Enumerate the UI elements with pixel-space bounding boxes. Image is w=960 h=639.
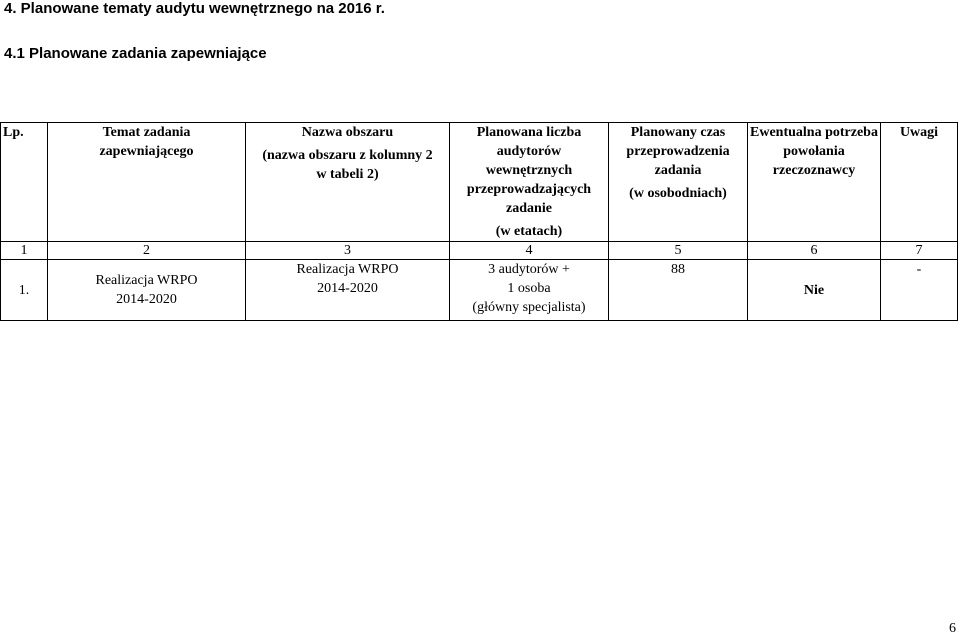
column-number-row — [1, 242, 958, 260]
table-row — [1, 260, 958, 321]
column-number: 6 — [748, 242, 881, 260]
row-lp: 1. — [1, 260, 48, 321]
row-area: Realizacja WRPO 2014-2020 — [246, 260, 450, 321]
header-topic: Temat zadania zapewniającego — [48, 123, 246, 242]
section-heading: 4. Planowane tematy audytu wewnętrznego na 2016 r. — [4, 0, 385, 17]
row-time: 88 — [609, 260, 748, 321]
column-number: 5 — [609, 242, 748, 260]
header-row — [1, 123, 958, 242]
row-auditors: 3 audytorów + 1 osoba (główny specjalista) — [450, 260, 609, 321]
row-notes: - — [881, 260, 958, 321]
header-area: Nazwa obszaru (nazwa obszaru z kolumny 2 w tabeli 2) — [246, 123, 450, 242]
page-number: 6 — [949, 621, 956, 636]
row-expert: Nie — [748, 260, 881, 321]
subsection-heading: 4.1 Planowane zadania zapewniające — [4, 45, 267, 62]
column-number: 3 — [246, 242, 450, 260]
column-number: 7 — [881, 242, 958, 260]
column-number: 2 — [48, 242, 246, 260]
header-notes: Uwagi — [881, 123, 958, 242]
column-number: 4 — [450, 242, 609, 260]
header-expert: Ewentualna potrzeba powołania rzeczoznawcy — [748, 123, 881, 242]
header-time: Planowany czas przeprowadzenia zadania (w osobodniach) — [609, 123, 748, 242]
row-topic: Realizacja WRPO 2014-2020 — [48, 260, 246, 321]
header-lp: Lp. — [1, 123, 48, 242]
header-auditors: Planowana liczba audytorów wewnętrznych przeprowadzających zadanie (w etatach) — [450, 123, 609, 242]
planned-tasks-table — [0, 122, 958, 321]
column-number: 1 — [1, 242, 48, 260]
